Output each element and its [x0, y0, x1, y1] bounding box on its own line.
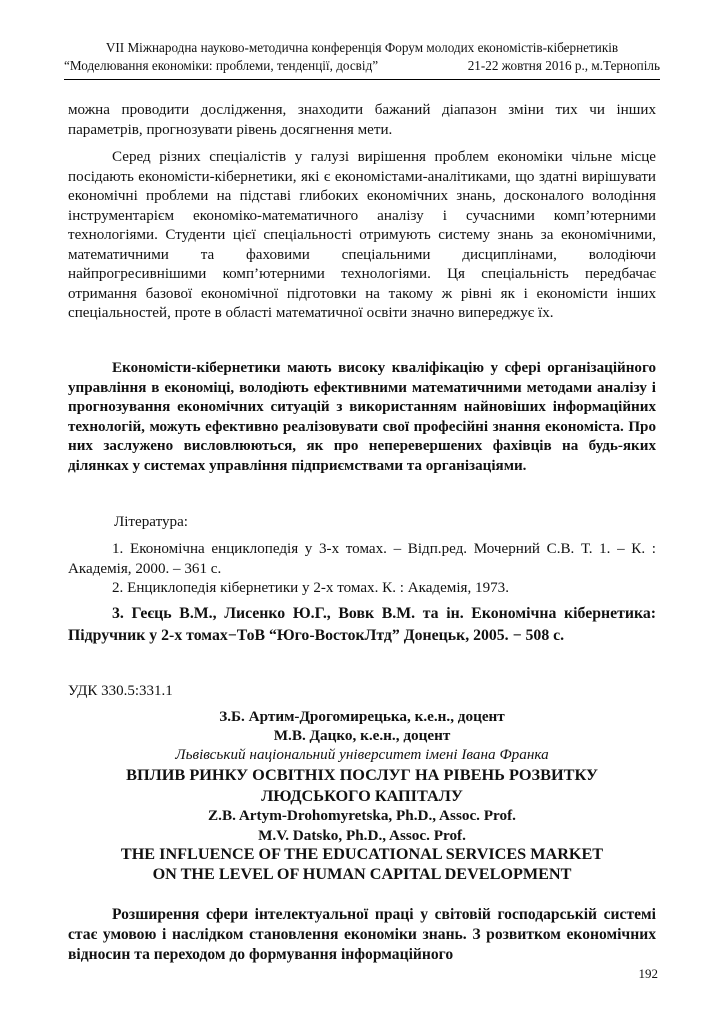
conference-title: “Моделювання економіки: проблеми, тенденції, досвід”	[64, 58, 379, 73]
author-2: М.В. Дацко, к.е.н., доцент	[273, 727, 451, 744]
paragraph-1: можна проводити дослідження, знаходити бажаний діапазон зміни тих чи інших параметрів, прогнозувати рівень досягнення мети.	[68, 102, 656, 138]
intro-paragraph: Розширення сфери інтелектуальної праці у світовій господарській системі стає умовою і наслідком становлення економіки знань. З розвитком економічних відносин та переходом до формування інформаційного	[68, 906, 656, 963]
title-en-line2: ON THE LEVEL OF HUMAN CAPITAL DEVELOPMENT	[152, 865, 572, 883]
conference-header-line2	[64, 58, 660, 74]
conference-header-line1: VII Міжнародна науково-методична конференція Форум молодих економістів-кібернетиків	[105, 40, 619, 55]
reference-1: 1. Економічна енциклопедія у 3-х томах. – Відп.ред. Мочерний С.В. Т. 1. – К. : Академія, 2000. – 361 с.	[68, 541, 656, 577]
author-1-en: Z.B. Artym-Drohomyretska, Ph.D., Assoc. Prof.	[208, 807, 516, 824]
title-ua-line1: ВПЛИВ РИНКУ ОСВІТНІХ ПОСЛУГ НА РІВЕНЬ РОЗВИТКУ	[126, 765, 598, 784]
affiliation: Львівський національний університет імені Івана Франка	[175, 746, 549, 763]
title-ua-line2: ЛЮДСЬКОГО КАПІТАЛУ	[261, 786, 463, 805]
header-rule	[64, 79, 660, 80]
conference-date-place: 21-22 жовтня 2016 р., м.Тернопіль	[467, 58, 660, 73]
paragraph-2: Серед різних спеціалістів у галузі вирішення проблем економіки чільне місце посідають економісти-кібернетики, які є економістами-аналітиками, що здатні вирішувати економічні проблеми на підставі глибоких економічних знань, досконалого володіння інструментарієм економіко-математичного аналізу і сучасними комп’ютерними технологіями. Студенти цієї спеціальності отримують систему знань за економічними, математичними та фаховими спеціальними дисциплінами, володіючи найпрогресивнішими комп’ютерними технологіями. Ця спеціальність передбачає отримання базової економічної підготовки на такому ж рівні як і економісти інших спеціальностей, проте в області математичної освіти значно випереджує їх.	[68, 149, 656, 322]
udk-code: УДК 330.5:331.1	[68, 683, 173, 699]
author-2-en: M.V. Datsko, Ph.D., Assoc. Prof.	[258, 827, 466, 844]
author-1: З.Б. Артим-Дрогомирецька, к.е.н., доцент	[219, 708, 505, 725]
page-number: 192	[638, 966, 658, 981]
paragraph-3: Економісти-кібернетики мають високу кваліфікацію у сфері організаційного управління в економіці, володіють ефективними математичними методами аналізу і прогнозування економічних ситуацій з використанням найновіших інформаційних технологій, можуть ефективно реалізовувати свої професійні знання економіста. Про них заслужено висловлюються, як про неперевершених фахівців на будь-яких ділянках у системах управління підприємствами та організаціями.	[68, 360, 656, 474]
title-en-line1: THE INFLUENCE OF THE EDUCATIONAL SERVICES MARKET	[120, 845, 604, 863]
reference-3: 3. Геєць В.М., Лисенко Ю.Г., Вовк В.М. та ін. Економічна кібернетика: Підручник у 2-х томах−ТоВ “Юго-ВостокЛтд” Донецьк, 2005. − 508 с.	[68, 605, 656, 644]
literature-title: Література:	[114, 514, 188, 530]
reference-2: 2. Енциклопедія кібернетики у 2-х томах. К. : Академія, 1973.	[112, 580, 509, 596]
